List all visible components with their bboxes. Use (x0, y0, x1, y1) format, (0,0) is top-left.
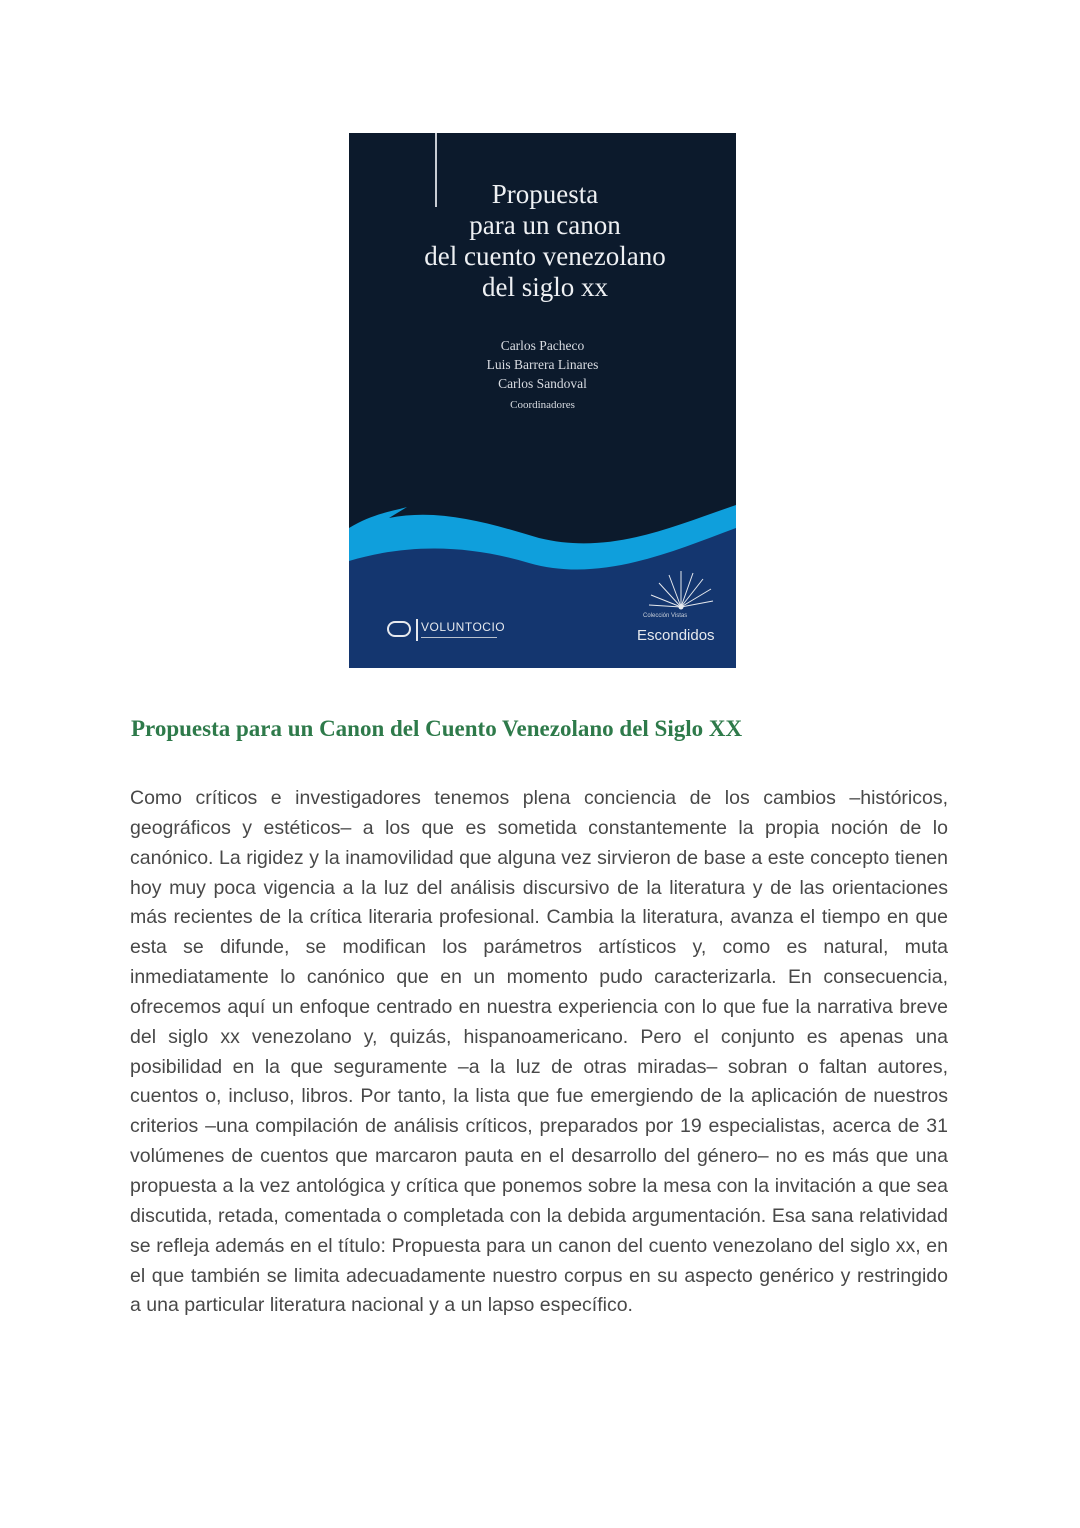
article-heading: Propuesta para un Canon del Cuento Venezolano del Siglo XX (131, 716, 743, 741)
collection-brand: Escondidos (637, 627, 715, 644)
publisher-underline (421, 637, 497, 638)
cover-authors (349, 336, 736, 393)
starburst-icon (643, 569, 723, 613)
collection-logo (623, 569, 723, 653)
cover-title (349, 179, 736, 303)
cover-author: Carlos Pacheco (500, 338, 585, 353)
publisher-logo-left (387, 617, 506, 643)
cover-title-line: para un canon (469, 210, 621, 240)
cover-author: Luis Barrera Linares (486, 357, 599, 372)
cover-title-line: del siglo xx (482, 272, 608, 302)
publisher-bar (416, 619, 418, 641)
book-cover (349, 133, 736, 668)
publisher-seal-icon (387, 621, 411, 637)
article-body: Como críticos e investigadores tenemos plena conciencia de los cambios –históricos, geográficos y estéticos– a los que es sometida constantemente la propia noción de lo canónico. La rigidez y la inamovilidad que alguna vez sirvieron de base a este concepto tienen hoy muy poca vigencia a la luz del análisis discursivo de la literatura y de las orientaciones más recientes de la crítica literaria profesional. Cambia la literatura, avanza el tiempo en que esta se difunde, se modifican los parámetros artísticos y, como es natural, muta inmediatamente lo canónico que en un momento pudo caracterizarla. En consecuencia, ofrecemos aquí un enfoque centrado en nuestra experiencia con lo que fue la narrativa breve del siglo xx venezolano y, quizás, hispanoamericano. Pero el conjunto es apenas una posibilidad en la que seguramente –a la luz de otras miradas– sobran o faltan autores, cuentos o, incluso, libros. Por tanto, la lista que fue emergiendo de la aplicación de nuestros criterios –una compilación de análisis críticos, preparados por 19 especialistas, acerca de 31 volúmenes de cuentos que marcaron pauta en el desarrollo del género– no es más que una propuesta a la vez antológica y crítica que ponemos sobre la mesa con la invitación a que sea discutida, retada, comentada o completada con la debida argumentación. Esa sana relatividad se refleja además en el título: Propuesta para un canon del cuento venezolano del siglo xx, en el que también se limita adecuadamente nuestro corpus en su aspecto genérico y restringido a una particular literatura nacional y a un lapso específico. (130, 787, 948, 1317)
publisher-name: VOLUNTOCIO (421, 620, 506, 634)
collection-label: Colección Vistas (643, 613, 688, 619)
cover-title-line: del cuento venezolano (424, 241, 666, 271)
cover-role: Coordinadores (510, 399, 575, 411)
cover-title-line: Propuesta (491, 179, 599, 209)
cover-author: Carlos Sandoval (498, 376, 587, 391)
